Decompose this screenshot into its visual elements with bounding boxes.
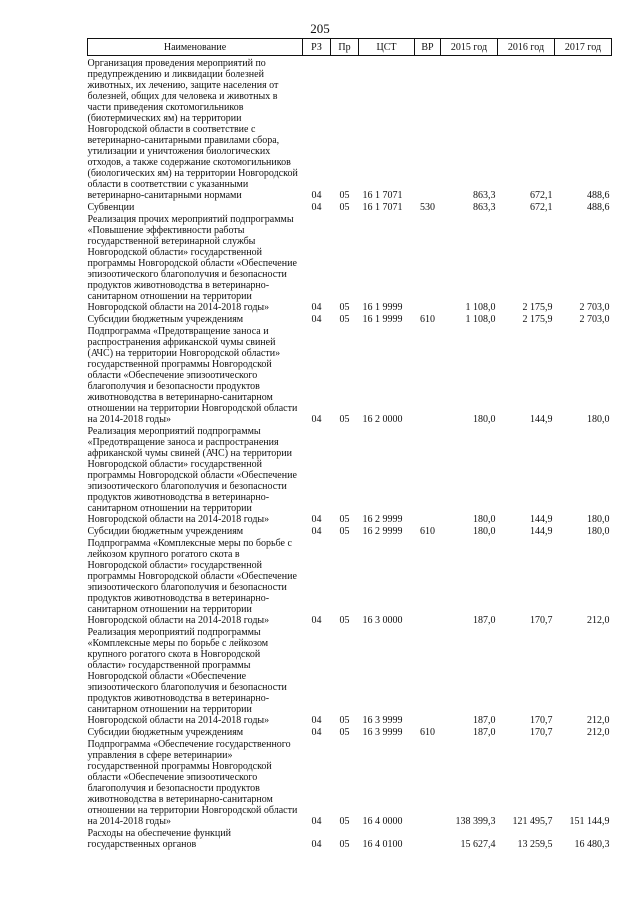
row-rz: 04 bbox=[311, 816, 322, 827]
column-header-cst: ЦСТ bbox=[359, 39, 415, 56]
column-header-name: Наименование bbox=[88, 39, 303, 56]
row-cst: 16 2 0000 bbox=[362, 414, 403, 425]
row-rz: 04 bbox=[311, 615, 322, 626]
row-2015: 180,0 bbox=[473, 526, 496, 537]
row-name: Подпрограмма «Предотвращение заноса и распространения африканской чумы свиней (АЧС) на территории Новгородской области» государственной программы Новгородской области «Обеспечение эпизоотического благополучия и безопасности продуктов животноводства в ветеринарно-санитарном отношении на территории Новгородской области на 2014-2018 годы» bbox=[87, 326, 298, 425]
row-name: Реализация мероприятий подпрограммы «Комплексные меры по борьбе с лейкозом крупного рогатого скота в Новгородской области» государственной программы Новгородской области «Обеспечение эпизоотического благополучия и безопасности продуктов животноводства в ветеринарно-санитарном отношении на территории Новгородской области на 2014-2018 годы» bbox=[87, 627, 287, 726]
row-vr: 530 bbox=[420, 202, 435, 213]
row-rz: 04 bbox=[311, 715, 322, 726]
row-cst: 16 3 9999 bbox=[362, 715, 403, 726]
row-pr: 05 bbox=[339, 314, 350, 325]
row-pr: 05 bbox=[339, 414, 350, 425]
row-2015: 187,0 bbox=[473, 715, 496, 726]
row-pr: 05 bbox=[339, 615, 350, 626]
row-cst: 16 4 0100 bbox=[362, 839, 403, 850]
row-name: Реализация прочих мероприятий подпрограммы «Повышение эффективности работы государственной ветеринарной службы Новгородской области» государственной программы Новгородской области «Обеспечение эпизоотического благополучия и безопасности продуктов животноводства в ветеринарно-санитарном отношении на территории Новгородской области на 2014-2018 годы» bbox=[87, 214, 297, 313]
row-2017: 151 144,9 bbox=[569, 816, 610, 827]
row-vr bbox=[415, 214, 441, 314]
page-number: 205 bbox=[310, 21, 330, 36]
row-cst: 16 3 9999 bbox=[362, 727, 403, 738]
table-row bbox=[88, 538, 612, 627]
row-pr: 05 bbox=[339, 202, 350, 213]
row-vr bbox=[415, 426, 441, 526]
row-vr: 610 bbox=[420, 526, 435, 537]
row-vr bbox=[415, 538, 441, 627]
row-name: Подпрограмма «Обеспечение государственного управления в сфере ветеринарии» государственной программы Новгородской области «Обеспечение эпизоотического благополучия и безопасности продуктов животноводства в ветеринарно-санитарном отношении на территории Новгородской области на 2014-2018 годы» bbox=[87, 739, 298, 827]
row-cst: 16 1 7071 bbox=[362, 202, 403, 213]
table-row bbox=[88, 627, 612, 727]
row-2016: 144,9 bbox=[530, 514, 553, 525]
row-pr: 05 bbox=[339, 514, 350, 525]
row-2017: 212,0 bbox=[587, 727, 610, 738]
row-2016: 170,7 bbox=[530, 615, 553, 626]
row-2017: 488,6 bbox=[587, 190, 610, 201]
row-rz: 04 bbox=[311, 727, 322, 738]
row-vr: 610 bbox=[420, 727, 435, 738]
row-name: Подпрограмма «Комплексные меры по борьбе с лейкозом крупного рогатого скота в Новгородской области» государственной программы Новгородской области «Обеспечение эпизоотического благополучия и безопасности продуктов животноводства в ветеринарно-санитарном отношении на территории Новгородской области на 2014-2018 годы» bbox=[87, 538, 297, 626]
row-name: Реализация мероприятий подпрограммы «Предотвращение заноса и распространения африканской чумы свиней (АЧС) на территории Новгородской области» государственной программы Новгородской области «Обеспечение эпизоотического благополучия и безопасности продуктов животноводства в ветеринарно-санитарном отношении на территории Новгородской области на 2014-2018 годы» bbox=[87, 426, 297, 525]
row-rz: 04 bbox=[311, 202, 322, 213]
row-rz: 04 bbox=[311, 314, 322, 325]
column-header-vr: ВР bbox=[415, 39, 441, 56]
table-row bbox=[88, 214, 612, 314]
row-2017: 2 703,0 bbox=[579, 314, 610, 325]
row-pr: 05 bbox=[339, 190, 350, 201]
table-row bbox=[88, 314, 612, 326]
table-row bbox=[88, 727, 612, 739]
row-2016: 144,9 bbox=[530, 414, 553, 425]
row-cst: 16 2 9999 bbox=[362, 526, 403, 537]
row-rz: 04 bbox=[311, 190, 322, 201]
row-2015: 180,0 bbox=[473, 414, 496, 425]
row-name: Субсидии бюджетным учреждениям bbox=[87, 526, 244, 537]
row-2017: 16 480,3 bbox=[574, 839, 610, 850]
row-cst: 16 4 0000 bbox=[362, 816, 403, 827]
row-2017: 212,0 bbox=[587, 615, 610, 626]
budget-table bbox=[87, 38, 612, 851]
row-name: Субсидии бюджетным учреждениям bbox=[87, 727, 244, 738]
row-cst: 16 3 0000 bbox=[362, 615, 403, 626]
row-2015: 180,0 bbox=[473, 514, 496, 525]
row-2015: 1 108,0 bbox=[465, 302, 496, 313]
row-rz: 04 bbox=[311, 514, 322, 525]
row-2017: 180,0 bbox=[587, 526, 610, 537]
row-name: Расходы на обеспечение функций государственных органов bbox=[87, 828, 231, 850]
column-header-rz: РЗ bbox=[303, 39, 331, 56]
row-pr: 05 bbox=[339, 715, 350, 726]
row-2015: 187,0 bbox=[473, 727, 496, 738]
row-pr: 05 bbox=[339, 526, 350, 537]
row-name: Субвенции bbox=[87, 202, 135, 213]
row-pr: 05 bbox=[339, 816, 350, 827]
row-vr bbox=[415, 326, 441, 426]
row-vr: 610 bbox=[420, 314, 435, 325]
row-2016: 170,7 bbox=[530, 715, 553, 726]
row-cst: 16 1 7071 bbox=[362, 190, 403, 201]
row-2016: 2 175,9 bbox=[522, 314, 553, 325]
row-rz: 04 bbox=[311, 302, 322, 313]
column-header-2017: 2017 год bbox=[555, 39, 612, 56]
table-row bbox=[88, 326, 612, 426]
table-row bbox=[88, 202, 612, 214]
row-2015: 15 627,4 bbox=[460, 839, 496, 850]
row-rz: 04 bbox=[311, 526, 322, 537]
row-2017: 488,6 bbox=[587, 202, 610, 213]
table-row bbox=[88, 828, 612, 851]
row-pr: 05 bbox=[339, 839, 350, 850]
row-2017: 2 703,0 bbox=[579, 302, 610, 313]
table-row bbox=[88, 58, 612, 202]
row-cst: 16 1 9999 bbox=[362, 302, 403, 313]
row-cst: 16 1 9999 bbox=[362, 314, 403, 325]
row-2017: 180,0 bbox=[587, 414, 610, 425]
row-pr: 05 bbox=[339, 727, 350, 738]
table-row bbox=[88, 526, 612, 538]
row-2016: 2 175,9 bbox=[522, 302, 553, 313]
row-vr bbox=[415, 828, 441, 851]
row-2016: 672,1 bbox=[530, 202, 553, 213]
column-header-pr: Пр bbox=[331, 39, 359, 56]
row-2015: 1 108,0 bbox=[465, 314, 496, 325]
column-header-2015: 2015 год bbox=[441, 39, 498, 56]
row-2015: 863,3 bbox=[473, 190, 496, 201]
row-2016: 170,7 bbox=[530, 727, 553, 738]
row-cst: 16 2 9999 bbox=[362, 514, 403, 525]
row-2017: 180,0 bbox=[587, 514, 610, 525]
row-name: Субсидии бюджетным учреждениям bbox=[87, 314, 244, 325]
row-rz: 04 bbox=[311, 414, 322, 425]
table-row bbox=[88, 426, 612, 526]
row-2016: 672,1 bbox=[530, 190, 553, 201]
row-vr bbox=[415, 58, 441, 202]
row-vr bbox=[415, 739, 441, 828]
row-2016: 144,9 bbox=[530, 526, 553, 537]
row-2017: 212,0 bbox=[587, 715, 610, 726]
table-row bbox=[88, 739, 612, 828]
row-vr bbox=[415, 627, 441, 727]
table-header-row bbox=[88, 39, 612, 56]
row-name: Организация проведения мероприятий по предупреждению и ликвидации болезней животных, их лечению, защите населения от болезней, общих для человека и животных в части приведения скотомогильников (биотермических ям) на территории Новгородской области в соответствие с ветеринарно-санитарными правилами сбора, утилизации и уничтожения биологических отходов, а также содержание скотомогильников (биологических ям) на территории Новгородской области в соответствии с указанными ветеринарно-санитарными нормами bbox=[87, 58, 298, 201]
row-2016: 121 495,7 bbox=[512, 816, 553, 827]
row-2015: 138 399,3 bbox=[455, 816, 496, 827]
row-2016: 13 259,5 bbox=[517, 839, 553, 850]
row-rz: 04 bbox=[311, 839, 322, 850]
row-2015: 187,0 bbox=[473, 615, 496, 626]
row-2015: 863,3 bbox=[473, 202, 496, 213]
column-header-2016: 2016 год bbox=[498, 39, 555, 56]
row-pr: 05 bbox=[339, 302, 350, 313]
